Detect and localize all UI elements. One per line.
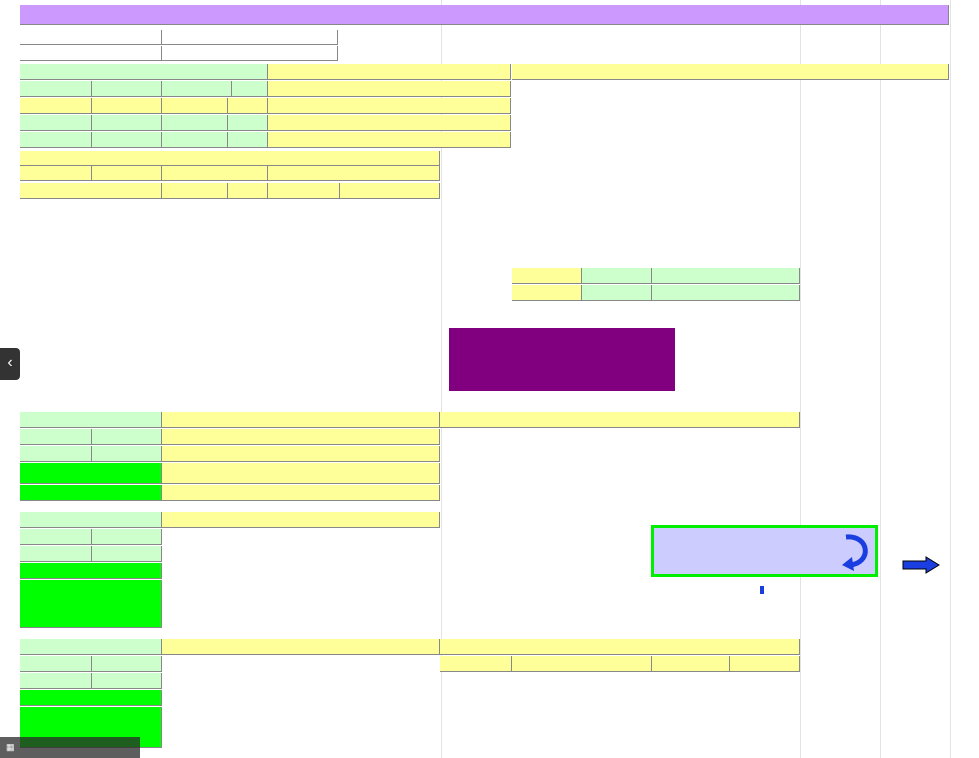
col-station — [20, 166, 92, 181]
hazan-b-label — [20, 673, 92, 689]
sol-name — [652, 285, 800, 301]
a1-value — [92, 115, 162, 131]
col-hazan-b — [730, 656, 800, 672]
macmath-domain-label — [20, 463, 162, 484]
couverture-label — [512, 268, 582, 284]
macmath-domain-value — [20, 485, 162, 501]
macmath-title — [20, 412, 162, 428]
a2-value — [162, 115, 228, 131]
desc-tc — [268, 115, 511, 131]
tc2 — [162, 98, 228, 114]
b2-value — [162, 132, 228, 148]
hazan-a-label — [20, 656, 92, 672]
element-counter — [0, 737, 140, 758]
t-label — [162, 81, 232, 97]
grid-icon: ▦ — [6, 742, 15, 752]
col-periode — [92, 166, 162, 181]
montana-title — [20, 151, 440, 166]
hazan-title — [20, 639, 162, 655]
sheet-title — [20, 5, 949, 25]
macmath-k-label — [20, 446, 92, 462]
route-label — [20, 46, 162, 61]
macmath-formula — [162, 412, 440, 428]
malet-h-value[interactable] — [92, 529, 162, 545]
malet-domain-value — [20, 580, 162, 628]
macmath-desc-i — [162, 446, 440, 462]
macmath-desc-h — [162, 463, 440, 484]
rationele-formula — [268, 64, 511, 80]
col-a2 — [268, 183, 340, 199]
chevron-left-icon: ‹ — [7, 354, 13, 371]
ab-table-title — [440, 639, 800, 655]
col-pluvio — [512, 656, 652, 672]
macmath-desc-k — [162, 485, 440, 501]
col-b — [228, 183, 268, 199]
sol-value[interactable] — [582, 285, 652, 301]
menu-button[interactable] — [651, 525, 878, 577]
hazan-a-value — [92, 656, 162, 672]
hazan-formula — [162, 639, 440, 655]
sol-label — [512, 285, 582, 301]
cursor-marker — [760, 586, 764, 594]
b1-value — [92, 132, 162, 148]
col-a — [162, 183, 228, 199]
col-range1 — [162, 166, 268, 181]
macmath-k-value[interactable] — [92, 446, 162, 462]
malet-h-label — [20, 529, 92, 545]
a3-value — [228, 115, 268, 131]
k-table-title — [440, 412, 800, 428]
hazan-domain-label — [20, 690, 162, 706]
couverture-value[interactable] — [582, 268, 652, 284]
desc-intensity — [268, 98, 511, 114]
dpe-value[interactable] — [162, 30, 338, 45]
rationele-title — [20, 64, 268, 80]
tc1 — [92, 98, 162, 114]
tc3 — [228, 98, 268, 114]
malet-k-label — [20, 546, 92, 562]
malet-domain-label — [20, 563, 162, 579]
hazan-b-value — [92, 673, 162, 689]
route-value[interactable] — [162, 46, 338, 61]
macmath-h-value[interactable] — [92, 429, 162, 445]
col-range2 — [268, 166, 440, 181]
col-hazan-a — [652, 656, 730, 672]
macmath-h-label — [20, 429, 92, 445]
a-label — [20, 115, 92, 131]
desc-surface — [268, 81, 511, 97]
region-label — [20, 81, 92, 97]
t-value[interactable] — [232, 81, 268, 97]
next-arrow-icon[interactable] — [902, 556, 940, 574]
coefc-title — [512, 64, 949, 80]
col-region — [440, 656, 512, 672]
scroll-left-button[interactable] — [0, 348, 20, 380]
region-value[interactable] — [92, 81, 162, 97]
desc-runoff — [268, 132, 511, 148]
dpe-label — [20, 30, 162, 45]
return-arrow-icon — [838, 531, 874, 573]
couverture-name — [652, 268, 800, 284]
b-label — [20, 132, 92, 148]
macmath-desc-s — [162, 429, 440, 445]
malet-formula — [162, 512, 440, 528]
instruction-note — [449, 328, 675, 391]
col-b2 — [340, 183, 440, 199]
b3-value — [228, 132, 268, 148]
malet-k-value[interactable] — [92, 546, 162, 562]
malet-title — [20, 512, 162, 528]
